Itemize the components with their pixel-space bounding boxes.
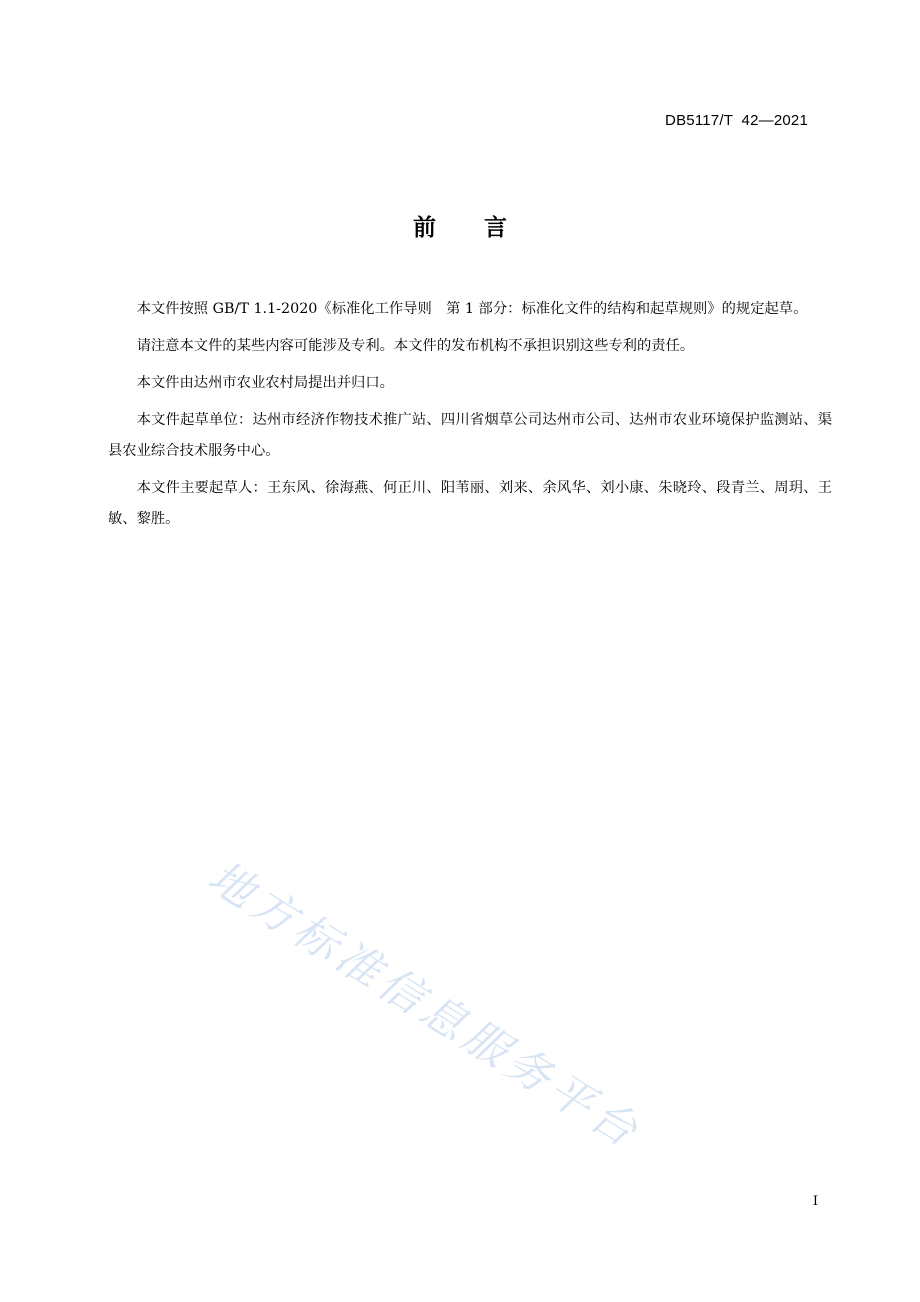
watermark: 地方标准信息服务平台 (199, 851, 651, 1160)
paragraph-patent-notice: 请注意本文件的某些内容可能涉及专利。本文件的发布机构不承担识别这些专利的责任。 (136, 338, 695, 354)
document-code: DB5117/T 42—2021 (665, 112, 808, 129)
page-number: I (812, 1194, 818, 1209)
paragraph-drafting-units: 本文件起草单位：达州市经济作物技术推广站、四川省烟草公司达州市公司、达州市农业环境保护监测站、渠县农业综合技术服务中心。 (108, 412, 832, 459)
foreword-body (108, 294, 832, 541)
paragraph-drafting-basis: 本文件按照 GB/T 1.1-2020《标准化工作导则 第 1 部分：标准化文件的结构和起草规则》的规定起草。 (136, 301, 808, 317)
page-title: 前言 (413, 215, 555, 241)
paragraph-drafters: 本文件主要起草人：王东风、徐海燕、何正川、阳苇丽、刘来、余风华、刘小康、朱晓玲、段青兰、周玥、王敏、黎胜。 (108, 480, 832, 527)
paragraph-proposer: 本文件由达州市农业农村局提出并归口。 (136, 375, 394, 391)
